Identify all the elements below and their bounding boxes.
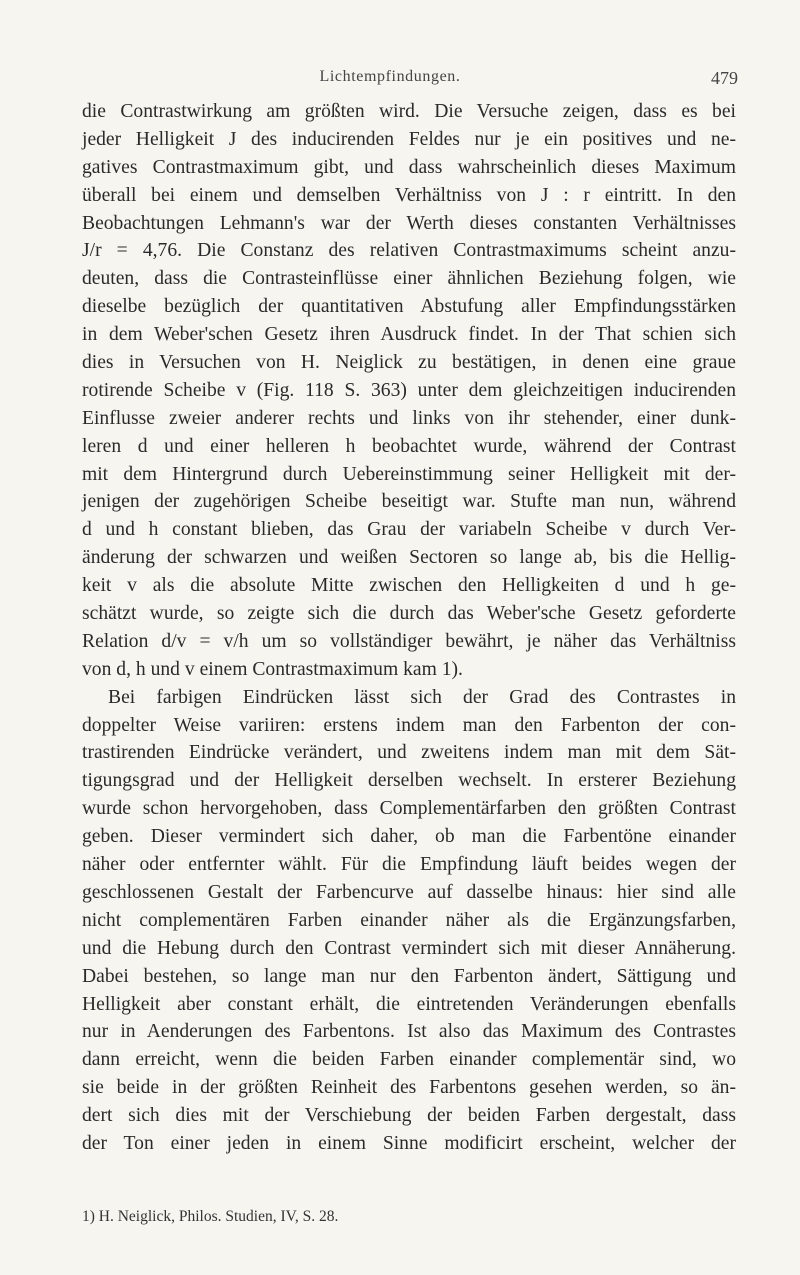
text-line: wurde schon hervorgehoben, dass Complementärfarben den größten Contrast (82, 798, 736, 820)
text-line: geben. Dieser vermindert sich daher, ob man die Farbentöne einander (82, 826, 736, 848)
text-line: leren d und einer helleren h beobachtet wurde, während der Contrast (82, 435, 736, 457)
text-line: von d, h und v einem Contrastmaximum kam 1). (82, 658, 463, 680)
text-line: und die Hebung durch den Contrast vermindert sich mit dieser Annäherung. (82, 937, 736, 959)
text-line: geschlossenen Gestalt der Farbencurve auf dasselbe hinaus: hier sind alle (82, 881, 736, 903)
text-line: mit dem Hintergrund durch Uebereinstimmung seiner Helligkeit mit der- (82, 463, 736, 485)
page-header (0, 68, 800, 94)
text-line: J/r = 4,76. Die Constanz des relativen Contrastmaximums scheint anzu- (82, 240, 736, 262)
text-line: deuten, dass die Contrasteinflüsse einer ähnlichen Beziehung folgen, wie (82, 268, 736, 290)
text-line: Beobachtungen Lehmann's war der Werth dieses constanten Verhältnisses (82, 212, 736, 234)
text-line: näher oder entfernter wählt. Für die Empfindung läuft beides wegen der (82, 854, 736, 876)
text-line: änderung der schwarzen und weißen Sectoren so lange ab, bis die Hellig- (82, 547, 736, 569)
text-line: sie beide in der größten Reinheit des Farbentons gesehen werden, so än- (82, 1077, 736, 1099)
text-line: doppelter Weise variiren: erstens indem man den Farbenton der con- (82, 714, 736, 736)
text-line: dies in Versuchen von H. Neiglick zu bestätigen, in denen eine graue (82, 352, 736, 374)
text-line: Dabei bestehen, so lange man nur den Farbenton ändert, Sättigung und (82, 965, 736, 987)
text-line: in dem Weber'schen Gesetz ihren Ausdruck findet. In der That schien sich (82, 324, 736, 346)
text-line: nicht complementären Farben einander näher als die Ergänzungsfarben, (82, 909, 736, 931)
text-line: Einflusse zweier anderer rechts und links von ihr stehender, einer dunk- (82, 407, 736, 429)
text-line: d und h constant blieben, das Grau der variabeln Scheibe v durch Ver- (82, 519, 736, 541)
text-line: überall bei einem und demselben Verhältniss von J : r eintritt. In den (82, 184, 736, 206)
text-line: dert sich dies mit der Verschiebung der beiden Farben dergestalt, dass (82, 1105, 736, 1127)
text-line: gatives Contrastmaximum gibt, und dass wahrscheinlich dieses Maximum (82, 156, 736, 178)
text-line: Relation d/v = v/h um so vollständiger bewährt, je näher das Verhältniss (82, 630, 736, 652)
text-line: tigungsgrad und der Helligkeit derselben wechselt. In ersterer Beziehung (82, 770, 736, 792)
text-line: nur in Aenderungen des Farbentons. Ist also das Maximum des Contrastes (82, 1021, 736, 1043)
text-line: dann erreicht, wenn die beiden Farben einander complementär sind, wo (82, 1049, 736, 1071)
text-line: rotirende Scheibe v (Fig. 118 S. 363) unter dem gleichzeitigen inducirenden (82, 379, 736, 401)
text-line: dieselbe bezüglich der quantitativen Abstufung aller Empfindungsstärken (82, 296, 736, 318)
text-line: Bei farbigen Eindrücken lässt sich der Grad des Contrastes in (108, 686, 736, 708)
page-number: 479 (711, 68, 738, 88)
text-line: Helligkeit aber constant erhält, die eintretenden Veränderungen ebenfalls (82, 993, 736, 1015)
body-text (82, 98, 736, 1158)
text-line: die Contrastwirkung am größten wird. Die Versuche zeigen, dass es bei (82, 101, 736, 122)
running-title: Lichtempfindungen. (319, 68, 461, 85)
text-line: trastirenden Eindrücke verändert, und zweitens indem man mit dem Sät- (82, 742, 736, 764)
text-line: jeder Helligkeit J des inducirenden Feldes nur je ein positives und ne- (82, 128, 736, 150)
text-line: keit v als die absolute Mitte zwischen den Helligkeiten d und h ge- (82, 575, 736, 597)
text-line: der Ton einer jeden in einem Sinne modificirt erscheint, welcher der (82, 1132, 736, 1154)
footnote: 1) H. Neiglick, Philos. Studien, IV, S. 28. (82, 1208, 339, 1225)
text-line: schätzt wurde, so zeigte sich die durch das Weber'sche Gesetz geforderte (82, 603, 736, 625)
text-line: jenigen der zugehörigen Scheibe beseitigt war. Stufte man nun, während (82, 491, 736, 513)
